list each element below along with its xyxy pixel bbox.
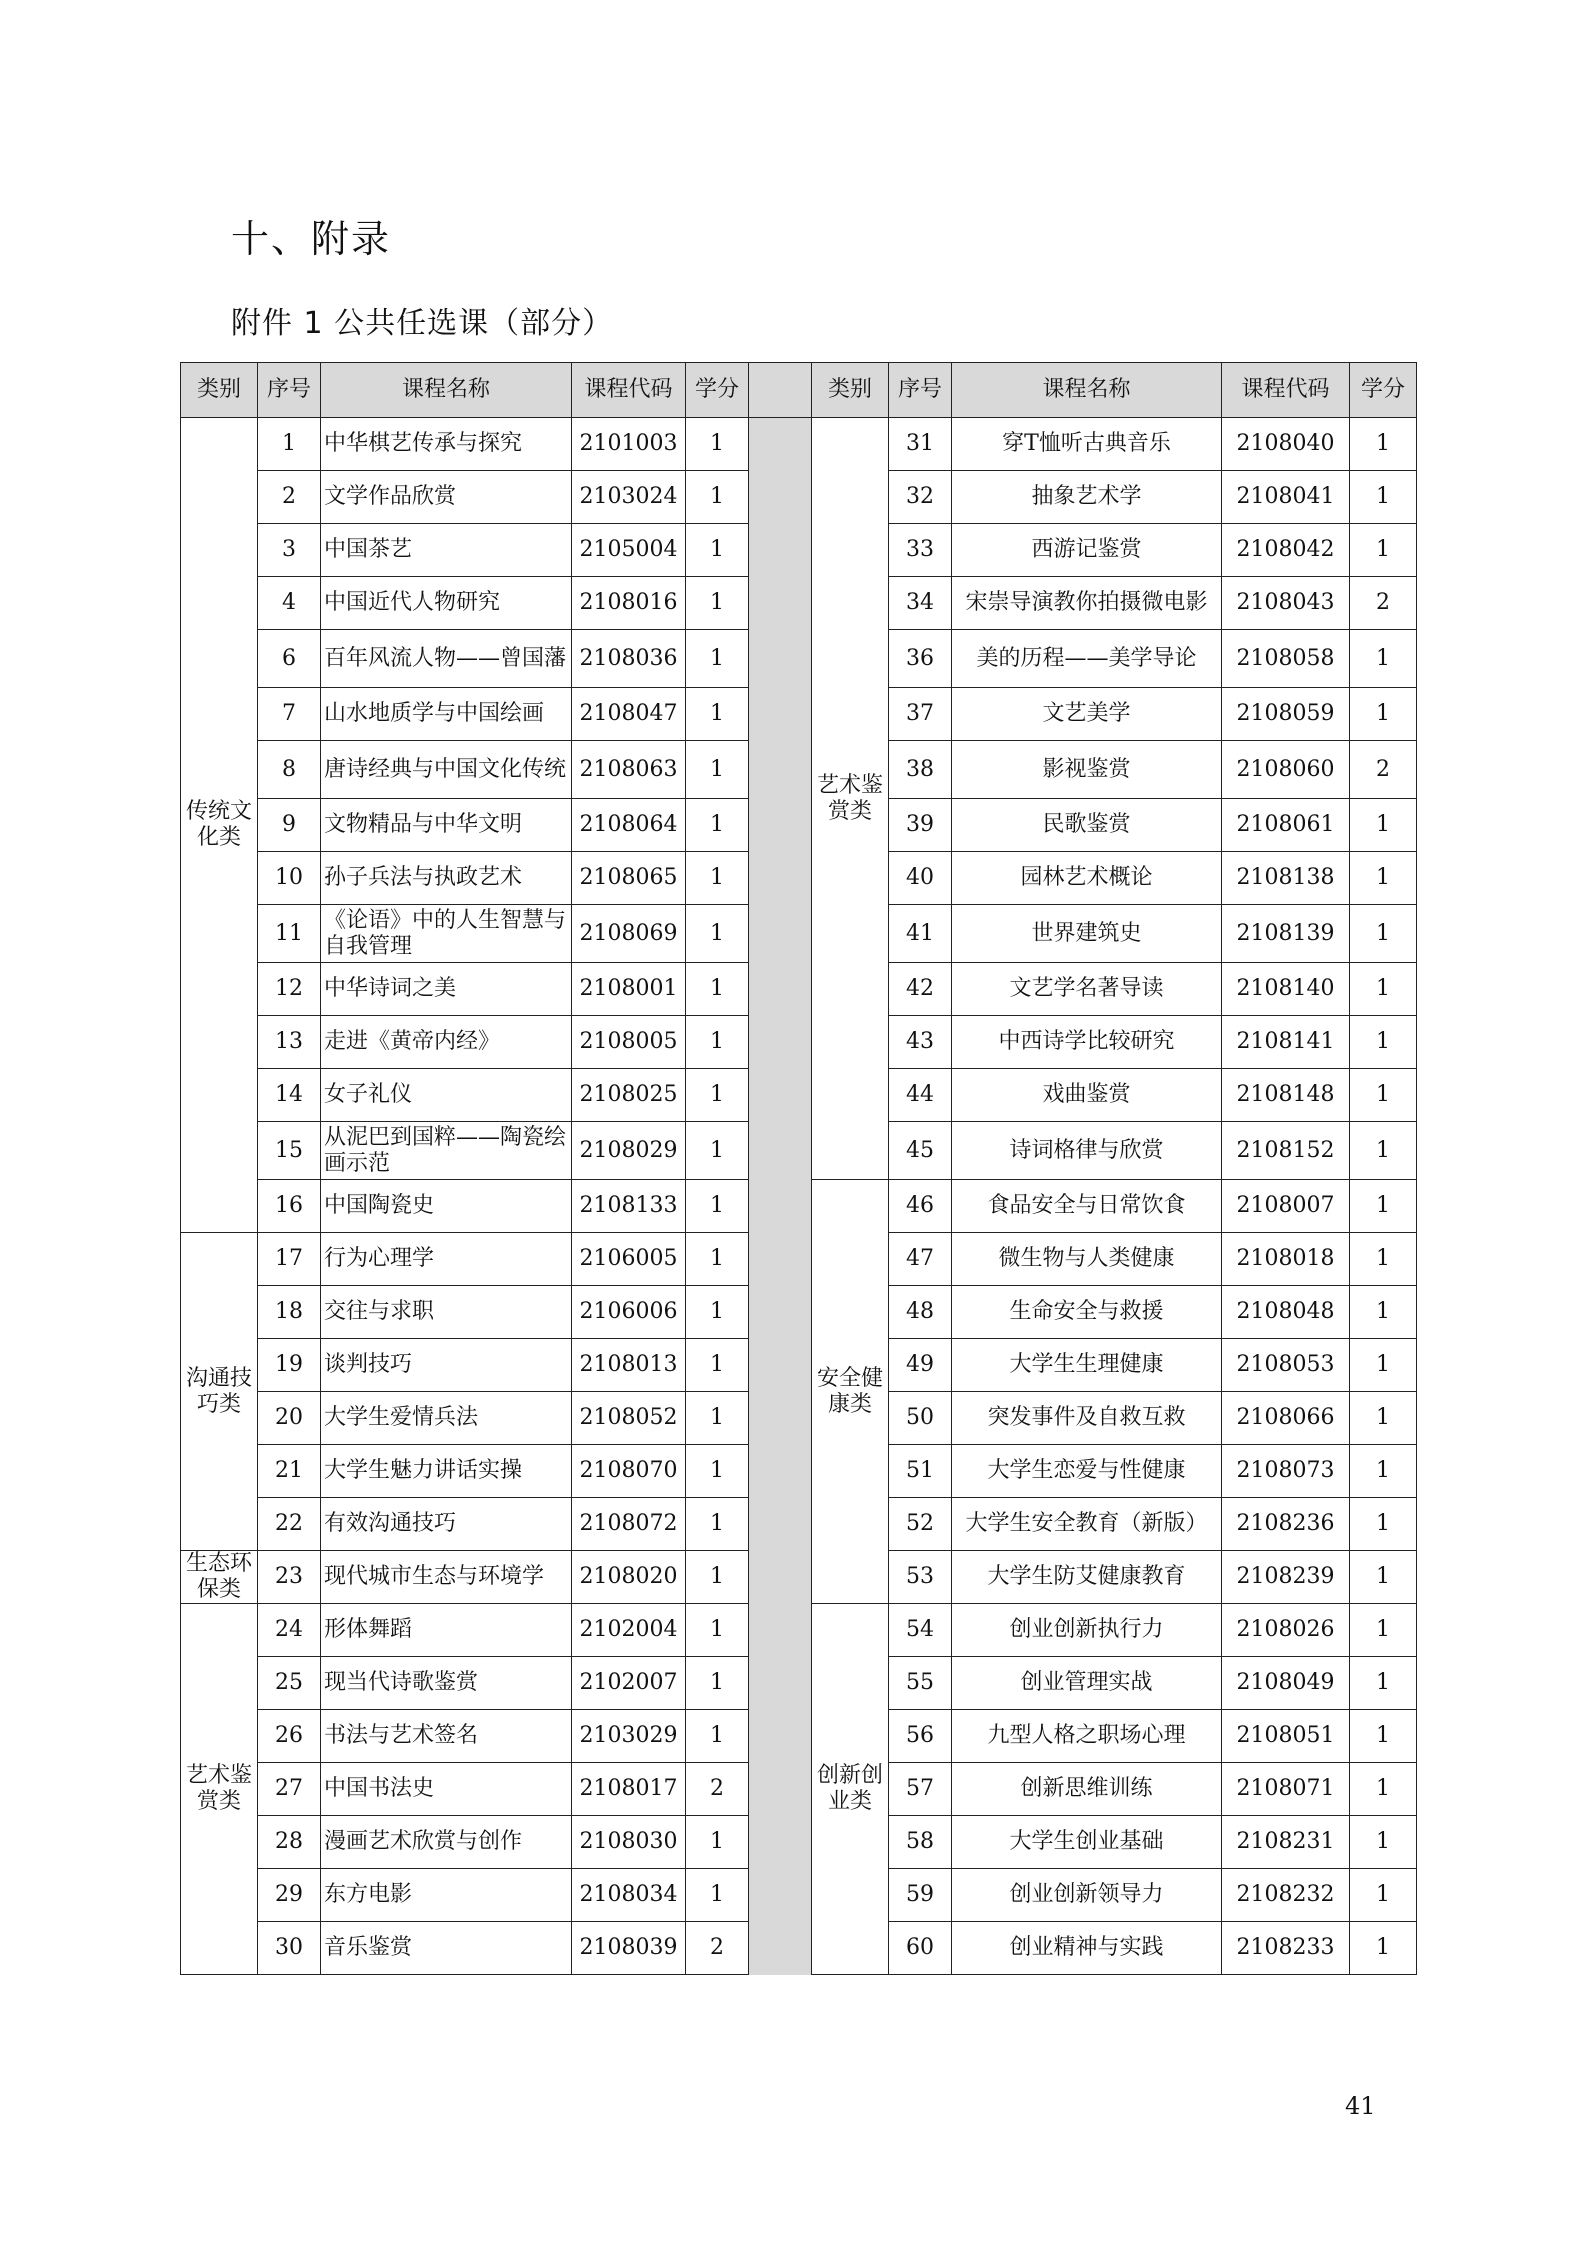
- left-course-code: 2108030: [572, 1816, 686, 1869]
- left-course-name: 走进《黄帝内经》: [321, 1016, 572, 1069]
- left-course-code: 2103024: [572, 471, 686, 524]
- right-course-name: 大学生创业基础: [952, 1816, 1222, 1869]
- left-course-name: 谈判技巧: [321, 1339, 572, 1392]
- right-course-name: 宋崇导演教你拍摄微电影: [952, 577, 1222, 630]
- left-course-credit: 1: [686, 1069, 749, 1122]
- right-course-index: 45: [889, 1122, 952, 1180]
- left-course-credit: 1: [686, 1339, 749, 1392]
- right-course-index: 33: [889, 524, 952, 577]
- right-course-code: 2108018: [1222, 1233, 1350, 1286]
- left-course-code: 2108034: [572, 1869, 686, 1922]
- left-course-credit: 1: [686, 1710, 749, 1763]
- right-course-name: 突发事件及自救互救: [952, 1392, 1222, 1445]
- left-course-credit: 1: [686, 1286, 749, 1339]
- page-number: 41: [1345, 2092, 1376, 2120]
- right-course-name: 西游记鉴赏: [952, 524, 1222, 577]
- left-category-cell: 艺术鉴赏类: [181, 1604, 258, 1975]
- left-course-code: 2101003: [572, 418, 686, 471]
- right-course-code: 2108236: [1222, 1498, 1350, 1551]
- right-course-name: 微生物与人类健康: [952, 1233, 1222, 1286]
- left-course-name: 孙子兵法与执政艺术: [321, 852, 572, 905]
- right-course-credit: 1: [1350, 1016, 1417, 1069]
- left-course-name: 现代城市生态与环境学: [321, 1551, 572, 1604]
- left-course-code: 2102004: [572, 1604, 686, 1657]
- right-course-code: 2108140: [1222, 963, 1350, 1016]
- right-course-credit: 1: [1350, 1069, 1417, 1122]
- right-course-credit: 1: [1350, 1122, 1417, 1180]
- right-course-code: 2108066: [1222, 1392, 1350, 1445]
- right-course-name: 大学生安全教育（新版）: [952, 1498, 1222, 1551]
- left-category-cell: 传统文化类: [181, 418, 258, 1233]
- left-course-code: 2108069: [572, 905, 686, 963]
- right-course-credit: 1: [1350, 418, 1417, 471]
- right-course-credit: 1: [1350, 1180, 1417, 1233]
- right-course-credit: 1: [1350, 1657, 1417, 1710]
- left-course-index: 4: [258, 577, 321, 630]
- left-course-index: 1: [258, 418, 321, 471]
- right-course-name: 文艺学名著导读: [952, 963, 1222, 1016]
- left-course-index: 11: [258, 905, 321, 963]
- right-course-code: 2108043: [1222, 577, 1350, 630]
- left-course-code: 2108072: [572, 1498, 686, 1551]
- header-code-right: 课程代码: [1222, 363, 1350, 418]
- left-course-code: 2106005: [572, 1233, 686, 1286]
- right-course-name: 创业创新执行力: [952, 1604, 1222, 1657]
- right-course-name: 大学生生理健康: [952, 1339, 1222, 1392]
- right-course-name: 穿T恤听古典音乐: [952, 418, 1222, 471]
- right-course-credit: 1: [1350, 471, 1417, 524]
- left-course-credit: 1: [686, 1551, 749, 1604]
- right-course-code: 2108231: [1222, 1816, 1350, 1869]
- right-course-index: 54: [889, 1604, 952, 1657]
- right-course-credit: 1: [1350, 1922, 1417, 1975]
- left-course-index: 14: [258, 1069, 321, 1122]
- left-course-name: 中华棋艺传承与探究: [321, 418, 572, 471]
- right-course-code: 2108042: [1222, 524, 1350, 577]
- column-gap: [749, 418, 812, 1975]
- right-course-credit: 1: [1350, 963, 1417, 1016]
- right-course-name: 诗词格律与欣赏: [952, 1122, 1222, 1180]
- left-course-code: 2108029: [572, 1122, 686, 1180]
- right-course-credit: 1: [1350, 1551, 1417, 1604]
- right-course-credit: 1: [1350, 1710, 1417, 1763]
- left-course-name: 中国近代人物研究: [321, 577, 572, 630]
- left-course-index: 2: [258, 471, 321, 524]
- right-course-credit: 1: [1350, 524, 1417, 577]
- left-course-name: 唐诗经典与中国文化传统: [321, 741, 572, 799]
- left-course-index: 29: [258, 1869, 321, 1922]
- right-course-code: 2108053: [1222, 1339, 1350, 1392]
- left-course-name: 有效沟通技巧: [321, 1498, 572, 1551]
- right-course-code: 2108040: [1222, 418, 1350, 471]
- left-course-credit: 1: [686, 630, 749, 688]
- left-course-credit: 1: [686, 1016, 749, 1069]
- left-course-credit: 2: [686, 1922, 749, 1975]
- header-index-left: 序号: [258, 363, 321, 418]
- left-course-index: 18: [258, 1286, 321, 1339]
- right-course-index: 40: [889, 852, 952, 905]
- left-category-cell: 沟通技巧类: [181, 1233, 258, 1551]
- left-course-index: 13: [258, 1016, 321, 1069]
- right-course-index: 42: [889, 963, 952, 1016]
- left-course-name: 中国书法史: [321, 1763, 572, 1816]
- left-course-index: 9: [258, 799, 321, 852]
- left-course-name: 《论语》中的人生智慧与自我管理: [321, 905, 572, 963]
- left-course-name: 中国陶瓷史: [321, 1180, 572, 1233]
- course-table: [180, 362, 1417, 1975]
- left-course-code: 2108036: [572, 630, 686, 688]
- right-course-index: 38: [889, 741, 952, 799]
- right-course-index: 58: [889, 1816, 952, 1869]
- right-course-name: 创业精神与实践: [952, 1922, 1222, 1975]
- right-course-index: 57: [889, 1763, 952, 1816]
- left-course-index: 27: [258, 1763, 321, 1816]
- right-course-name: 创业管理实战: [952, 1657, 1222, 1710]
- right-course-code: 2108233: [1222, 1922, 1350, 1975]
- left-course-name: 行为心理学: [321, 1233, 572, 1286]
- left-course-code: 2108016: [572, 577, 686, 630]
- right-course-name: 中西诗学比较研究: [952, 1016, 1222, 1069]
- left-course-code: 2105004: [572, 524, 686, 577]
- header-credit-right: 学分: [1350, 363, 1417, 418]
- right-course-index: 37: [889, 688, 952, 741]
- right-course-code: 2108060: [1222, 741, 1350, 799]
- right-course-name: 抽象艺术学: [952, 471, 1222, 524]
- left-course-name: 现当代诗歌鉴赏: [321, 1657, 572, 1710]
- left-course-index: 10: [258, 852, 321, 905]
- right-course-code: 2108049: [1222, 1657, 1350, 1710]
- right-course-credit: 1: [1350, 1816, 1417, 1869]
- left-course-credit: 2: [686, 1763, 749, 1816]
- left-course-index: 24: [258, 1604, 321, 1657]
- table-header-row: [181, 363, 1417, 418]
- header-gap: [749, 363, 812, 418]
- left-course-code: 2108017: [572, 1763, 686, 1816]
- right-course-code: 2108139: [1222, 905, 1350, 963]
- right-course-name: 民歌鉴赏: [952, 799, 1222, 852]
- left-course-name: 文物精品与中华文明: [321, 799, 572, 852]
- right-course-index: 32: [889, 471, 952, 524]
- left-course-credit: 1: [686, 905, 749, 963]
- left-course-index: 3: [258, 524, 321, 577]
- header-credit-left: 学分: [686, 363, 749, 418]
- appendix-subtitle: 附件 1 公共任选课（部分）: [231, 306, 614, 341]
- header-category-right: 类别: [812, 363, 889, 418]
- left-course-index: 12: [258, 963, 321, 1016]
- right-course-name: 戏曲鉴赏: [952, 1069, 1222, 1122]
- left-course-index: 17: [258, 1233, 321, 1286]
- right-course-name: 食品安全与日常饮食: [952, 1180, 1222, 1233]
- right-category-cell: 创新创业类: [812, 1604, 889, 1975]
- right-course-code: 2108051: [1222, 1710, 1350, 1763]
- left-course-name: 大学生魅力讲话实操: [321, 1445, 572, 1498]
- right-course-index: 31: [889, 418, 952, 471]
- left-course-code: 2108001: [572, 963, 686, 1016]
- right-course-name: 美的历程——美学导论: [952, 630, 1222, 688]
- right-course-credit: 1: [1350, 1763, 1417, 1816]
- left-course-name: 东方电影: [321, 1869, 572, 1922]
- left-course-name: 音乐鉴赏: [321, 1922, 572, 1975]
- right-course-code: 2108061: [1222, 799, 1350, 852]
- left-course-code: 2108013: [572, 1339, 686, 1392]
- left-course-name: 文学作品欣赏: [321, 471, 572, 524]
- header-category-left: 类别: [181, 363, 258, 418]
- right-course-name: 大学生恋爱与性健康: [952, 1445, 1222, 1498]
- left-course-credit: 1: [686, 418, 749, 471]
- header-code-left: 课程代码: [572, 363, 686, 418]
- right-course-index: 56: [889, 1710, 952, 1763]
- right-course-index: 46: [889, 1180, 952, 1233]
- right-course-credit: 1: [1350, 688, 1417, 741]
- left-course-credit: 1: [686, 1869, 749, 1922]
- right-course-index: 41: [889, 905, 952, 963]
- left-category-cell: 生态环保类: [181, 1551, 258, 1604]
- left-course-name: 中国茶艺: [321, 524, 572, 577]
- right-course-credit: 1: [1350, 630, 1417, 688]
- left-course-name: 百年风流人物——曾国藩: [321, 630, 572, 688]
- right-course-code: 2108071: [1222, 1763, 1350, 1816]
- left-course-index: 28: [258, 1816, 321, 1869]
- right-course-index: 50: [889, 1392, 952, 1445]
- left-course-credit: 1: [686, 1657, 749, 1710]
- right-course-code: 2108232: [1222, 1869, 1350, 1922]
- right-course-code: 2108239: [1222, 1551, 1350, 1604]
- left-course-name: 漫画艺术欣赏与创作: [321, 1816, 572, 1869]
- right-course-name: 世界建筑史: [952, 905, 1222, 963]
- right-course-index: 47: [889, 1233, 952, 1286]
- left-course-code: 2108070: [572, 1445, 686, 1498]
- right-category-cell: 艺术鉴赏类: [812, 418, 889, 1180]
- left-course-credit: 1: [686, 688, 749, 741]
- right-category-cell: 安全健康类: [812, 1180, 889, 1604]
- right-course-name: 大学生防艾健康教育: [952, 1551, 1222, 1604]
- left-course-credit: 1: [686, 1816, 749, 1869]
- left-course-name: 书法与艺术签名: [321, 1710, 572, 1763]
- course-table-body: [181, 418, 1417, 1975]
- left-course-code: 2108133: [572, 1180, 686, 1233]
- left-course-index: 22: [258, 1498, 321, 1551]
- right-course-index: 52: [889, 1498, 952, 1551]
- right-course-code: 2108152: [1222, 1122, 1350, 1180]
- right-course-name: 创业创新领导力: [952, 1869, 1222, 1922]
- table-row: [181, 418, 1417, 471]
- left-course-code: 2108020: [572, 1551, 686, 1604]
- right-course-index: 43: [889, 1016, 952, 1069]
- right-course-credit: 1: [1350, 1339, 1417, 1392]
- right-course-credit: 1: [1350, 1233, 1417, 1286]
- right-course-credit: 2: [1350, 741, 1417, 799]
- right-course-index: 44: [889, 1069, 952, 1122]
- left-course-credit: 1: [686, 524, 749, 577]
- right-course-credit: 1: [1350, 1498, 1417, 1551]
- left-course-code: 2108047: [572, 688, 686, 741]
- right-course-name: 文艺美学: [952, 688, 1222, 741]
- left-course-index: 30: [258, 1922, 321, 1975]
- left-course-code: 2106006: [572, 1286, 686, 1339]
- header-index-right: 序号: [889, 363, 952, 418]
- left-course-credit: 1: [686, 741, 749, 799]
- right-course-index: 49: [889, 1339, 952, 1392]
- left-course-credit: 1: [686, 1180, 749, 1233]
- left-course-code: 2108065: [572, 852, 686, 905]
- right-course-code: 2108007: [1222, 1180, 1350, 1233]
- right-course-credit: 1: [1350, 1869, 1417, 1922]
- left-course-index: 7: [258, 688, 321, 741]
- left-course-credit: 1: [686, 1392, 749, 1445]
- right-course-index: 55: [889, 1657, 952, 1710]
- header-name-left: 课程名称: [321, 363, 572, 418]
- right-course-index: 60: [889, 1922, 952, 1975]
- left-course-credit: 1: [686, 1498, 749, 1551]
- left-course-index: 26: [258, 1710, 321, 1763]
- right-course-index: 34: [889, 577, 952, 630]
- left-course-credit: 1: [686, 963, 749, 1016]
- right-course-index: 39: [889, 799, 952, 852]
- right-course-name: 九型人格之职场心理: [952, 1710, 1222, 1763]
- left-course-code: 2108005: [572, 1016, 686, 1069]
- left-course-index: 6: [258, 630, 321, 688]
- left-course-index: 20: [258, 1392, 321, 1445]
- header-name-right: 课程名称: [952, 363, 1222, 418]
- right-course-index: 36: [889, 630, 952, 688]
- section-title: 十、附录: [231, 217, 392, 261]
- right-course-credit: 1: [1350, 852, 1417, 905]
- right-course-credit: 1: [1350, 1604, 1417, 1657]
- right-course-credit: 1: [1350, 799, 1417, 852]
- right-course-credit: 1: [1350, 905, 1417, 963]
- left-course-index: 25: [258, 1657, 321, 1710]
- left-course-index: 19: [258, 1339, 321, 1392]
- right-course-code: 2108141: [1222, 1016, 1350, 1069]
- left-course-credit: 1: [686, 1122, 749, 1180]
- right-course-code: 2108138: [1222, 852, 1350, 905]
- left-course-name: 大学生爱情兵法: [321, 1392, 572, 1445]
- left-course-code: 2108025: [572, 1069, 686, 1122]
- left-course-code: 2102007: [572, 1657, 686, 1710]
- left-course-name: 交往与求职: [321, 1286, 572, 1339]
- left-course-code: 2108064: [572, 799, 686, 852]
- left-course-index: 8: [258, 741, 321, 799]
- left-course-index: 16: [258, 1180, 321, 1233]
- right-course-name: 生命安全与救援: [952, 1286, 1222, 1339]
- left-course-name: 中华诗词之美: [321, 963, 572, 1016]
- right-course-code: 2108058: [1222, 630, 1350, 688]
- left-course-code: 2108063: [572, 741, 686, 799]
- right-course-index: 53: [889, 1551, 952, 1604]
- left-course-code: 2108052: [572, 1392, 686, 1445]
- left-course-credit: 1: [686, 1445, 749, 1498]
- right-course-name: 园林艺术概论: [952, 852, 1222, 905]
- left-course-index: 21: [258, 1445, 321, 1498]
- right-course-code: 2108026: [1222, 1604, 1350, 1657]
- left-course-name: 女子礼仪: [321, 1069, 572, 1122]
- right-course-code: 2108148: [1222, 1069, 1350, 1122]
- right-course-name: 影视鉴赏: [952, 741, 1222, 799]
- left-course-name: 从泥巴到国粹——陶瓷绘画示范: [321, 1122, 572, 1180]
- left-course-credit: 1: [686, 852, 749, 905]
- left-course-index: 23: [258, 1551, 321, 1604]
- left-course-credit: 1: [686, 577, 749, 630]
- left-course-credit: 1: [686, 471, 749, 524]
- right-course-code: 2108073: [1222, 1445, 1350, 1498]
- right-course-name: 创新思维训练: [952, 1763, 1222, 1816]
- right-course-credit: 2: [1350, 577, 1417, 630]
- left-course-credit: 1: [686, 1604, 749, 1657]
- right-course-code: 2108041: [1222, 471, 1350, 524]
- right-course-code: 2108048: [1222, 1286, 1350, 1339]
- left-course-credit: 1: [686, 1233, 749, 1286]
- right-course-credit: 1: [1350, 1286, 1417, 1339]
- left-course-code: 2103029: [572, 1710, 686, 1763]
- left-course-index: 15: [258, 1122, 321, 1180]
- left-course-name: 山水地质学与中国绘画: [321, 688, 572, 741]
- left-course-code: 2108039: [572, 1922, 686, 1975]
- left-course-credit: 1: [686, 799, 749, 852]
- right-course-index: 59: [889, 1869, 952, 1922]
- right-course-code: 2108059: [1222, 688, 1350, 741]
- right-course-index: 51: [889, 1445, 952, 1498]
- left-course-name: 形体舞蹈: [321, 1604, 572, 1657]
- right-course-credit: 1: [1350, 1445, 1417, 1498]
- right-course-credit: 1: [1350, 1392, 1417, 1445]
- right-course-index: 48: [889, 1286, 952, 1339]
